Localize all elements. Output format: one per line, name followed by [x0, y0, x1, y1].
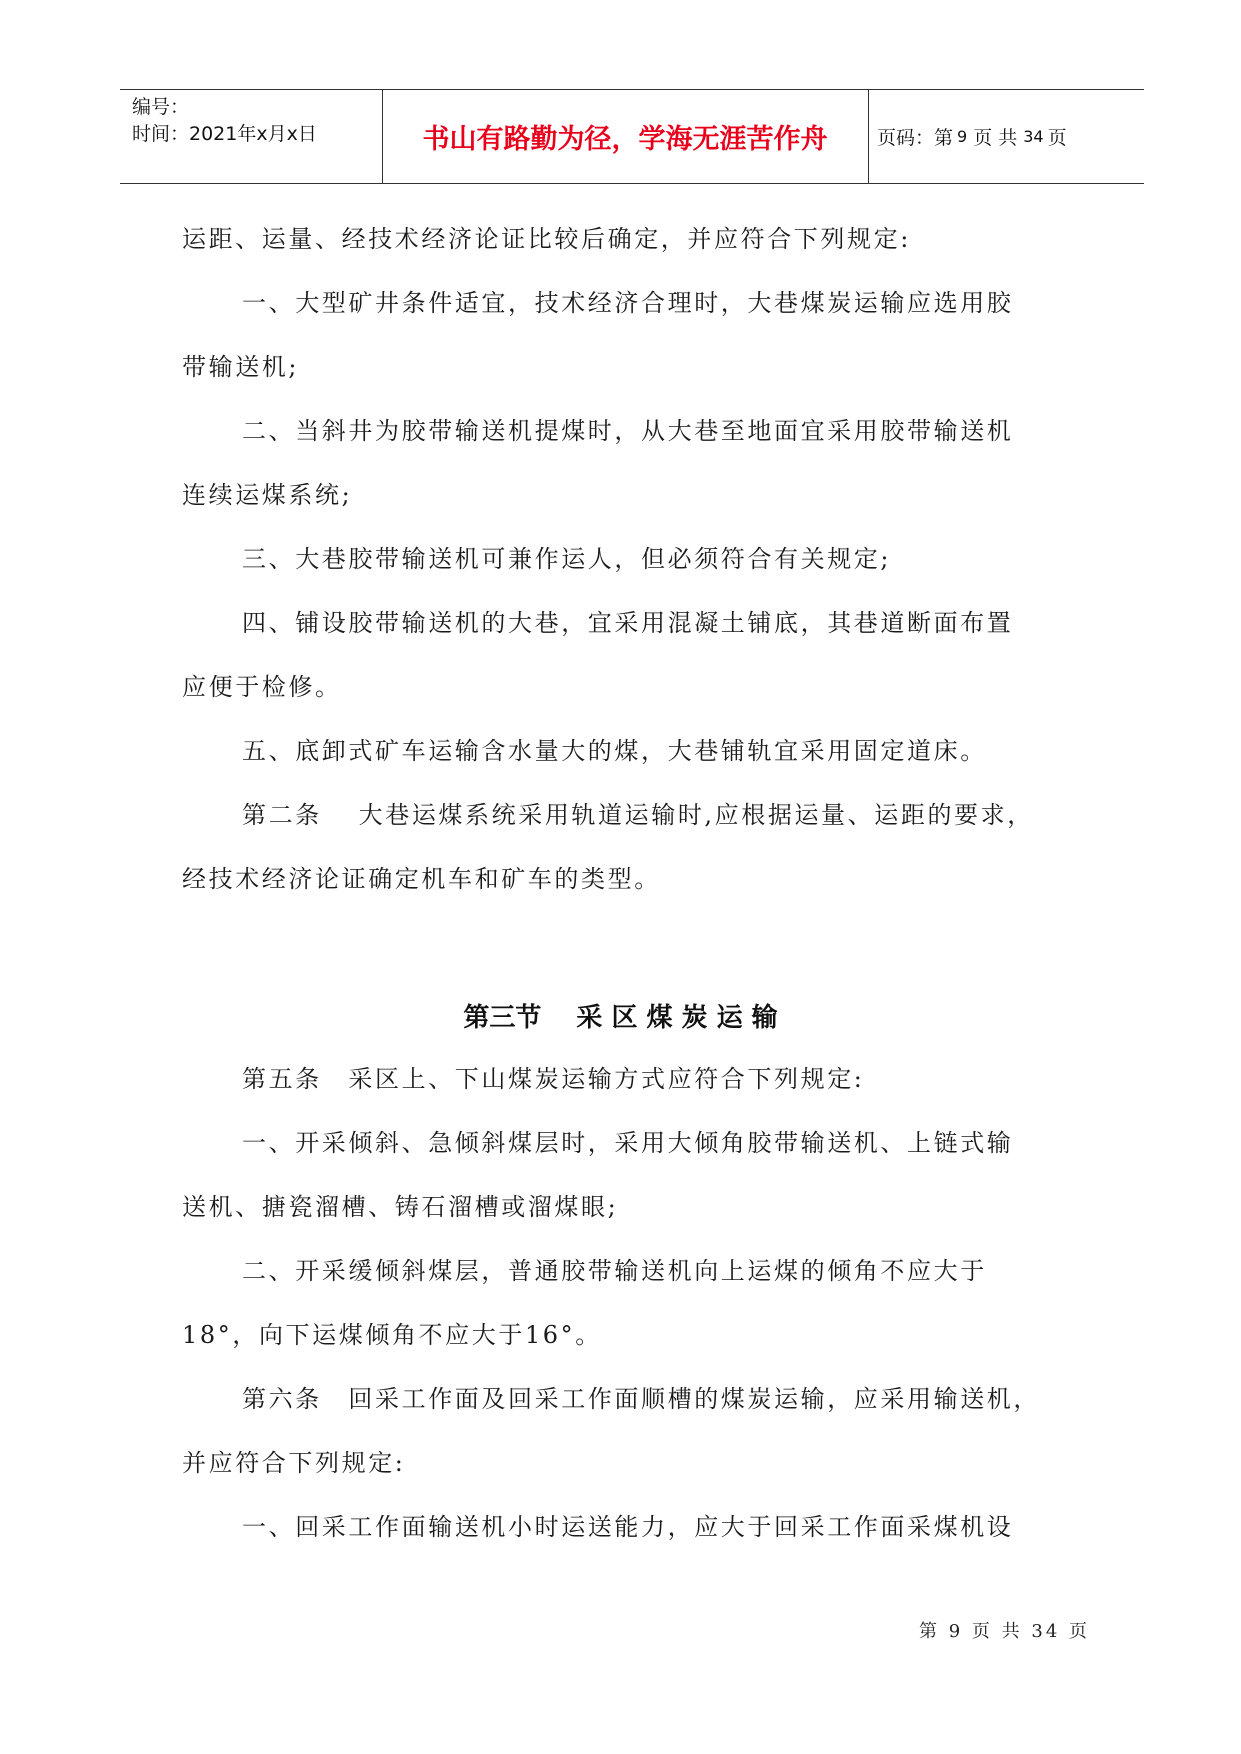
page-footer: 第 9 页 共 34 页 — [919, 1621, 1090, 1642]
header-meta — [132, 94, 382, 148]
header-page-number — [877, 90, 1137, 183]
paragraph: 运距、运量、经技术经济论证比较后确定，并应符合下列规定: — [182, 225, 911, 253]
paragraph: 第二条 大巷运煤系统采用轨道运输时,应根据运量、运距的要求， — [242, 801, 1034, 829]
page-total: 34 — [1023, 127, 1044, 146]
paragraph: 一、开采倾斜、急倾斜煤层时，采用大倾角胶带输送机、上链式输 — [242, 1129, 1014, 1157]
paragraph: 四、铺设胶带输送机的大巷，宜采用混凝土铺底，其巷道断面布置 — [242, 609, 1014, 637]
paragraph: 并应符合下列规定: — [182, 1449, 406, 1477]
paragraph: 应便于检修。 — [182, 673, 342, 701]
header-divider — [868, 90, 869, 183]
paragraph: 连续运煤系统; — [182, 481, 353, 509]
section-title: 第三节 采 区 煤 炭 运 输 — [463, 1003, 778, 1033]
page-prefix: 页码：第 — [877, 127, 954, 149]
paragraph: 第六条 回采工作面及回采工作面顺槽的煤炭运输，应采用输送机， — [242, 1385, 1040, 1413]
page-header — [120, 89, 1144, 184]
document-number-label: 编号： — [132, 96, 190, 118]
document-date: 时间：2021年x月x日 — [132, 123, 317, 145]
page-current: 9 — [957, 127, 968, 146]
paragraph: 五、底卸式矿车运输含水量大的煤，大巷铺轨宜采用固定道床。 — [242, 737, 987, 765]
paragraph: 18°，向下运煤倾角不应大于16°。 — [182, 1321, 602, 1349]
paragraph: 经技术经济论证确定机车和矿车的类型。 — [182, 865, 661, 893]
page-mid: 页 共 — [973, 127, 1018, 149]
paragraph: 二、当斜井为胶带输送机提煤时，从大巷至地面宜采用胶带输送机 — [242, 417, 1014, 445]
header-motto: 书山有路勤为径，学海无涯苦作舟 — [422, 124, 828, 155]
paragraph: 带输送机; — [182, 353, 300, 381]
paragraph: 三、大巷胶带输送机可兼作运人，但必须符合有关规定; — [242, 545, 892, 573]
paragraph: 第五条 采区上、下山煤炭运输方式应符合下列规定: — [242, 1065, 865, 1093]
paragraph: 一、大型矿井条件适宜，技术经济合理时，大巷煤炭运输应选用胶 — [242, 289, 1014, 317]
page-suffix: 页 — [1047, 127, 1067, 149]
paragraph: 二、开采缓倾斜煤层，普通胶带输送机向上运煤的倾角不应大于 — [242, 1257, 987, 1285]
paragraph: 一、回采工作面输送机小时运送能力，应大于回采工作面采煤机设 — [242, 1513, 1014, 1541]
paragraph: 送机、搪瓷溜槽、铸石溜槽或溜煤眼; — [182, 1193, 619, 1221]
